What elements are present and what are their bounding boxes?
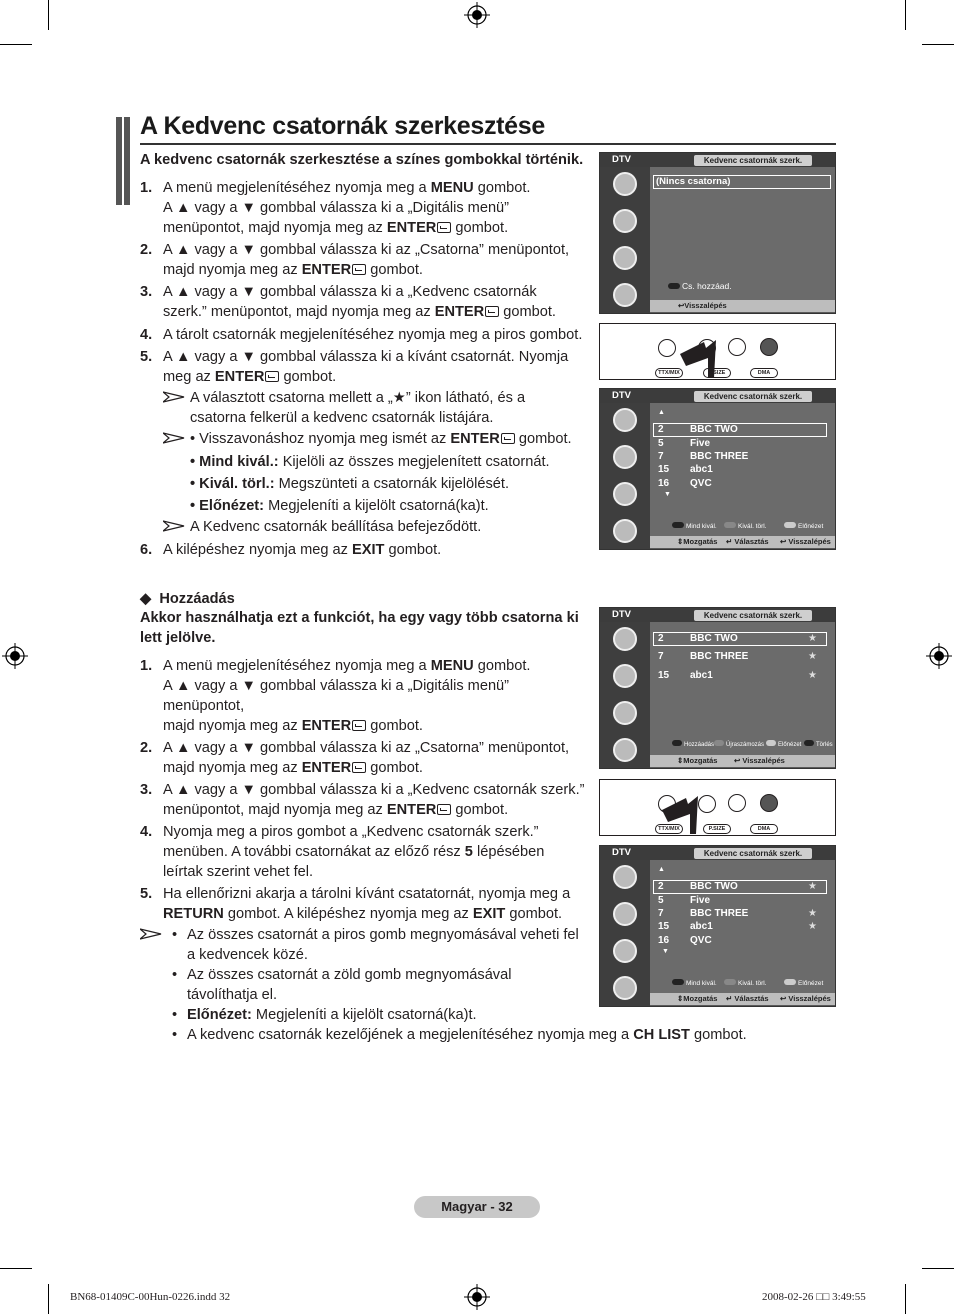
bullet-dot: • [172,927,178,943]
channel-name: abc1 [690,921,713,932]
channel-number: 16 [658,935,670,946]
footer-move: ⇕Mozgatás [677,756,718,765]
channel-number: 15 [658,670,670,681]
channel-name: Five [690,438,711,449]
bullet-dot: • [172,1007,178,1023]
channel-number: 2 [658,881,664,892]
channel-name: QVC [690,478,712,489]
updown-icon: ⇕ [677,756,684,765]
scroll-up-icon: ▲ [658,409,665,416]
section-heading: ◆ Hozzáadás [140,591,235,607]
step-text: menüpontot, majd nyomja meg az ENTER gombot. [163,220,509,236]
step-text: majd nyomja meg az ENTER gombot. [163,718,423,734]
step-number: 3. [140,782,153,798]
print-slug-date: 2008-02-26 □□ 3:49:55 [762,1291,866,1303]
step-text: A menü megjelenítéséhez nyomja meg a MENU gombot. [163,658,531,674]
screen-dtv-label: DTV [612,154,631,165]
no-channel-text: (Nincs csatorna) [656,176,731,187]
step-text: A tárolt csatornák megjelenítéséhez nyomja meg a piros gombot. [163,327,583,343]
note-arrow-icon [163,391,185,403]
step-number: 5. [140,886,153,902]
legend-preview: Előnézet [784,979,823,987]
title-accent-stripe [122,117,124,205]
channel-number: 15 [658,464,670,475]
screen-footer [650,993,835,1005]
green-button-icon [724,979,736,985]
legend-select-all: Mind kivál. [672,979,717,987]
screen-title-tab: Kedvenc csatornák szerk. [694,391,812,402]
channel-number: 2 [658,424,664,435]
step-number: 4. [140,824,153,840]
crop-mark [0,1268,32,1269]
yellow-button-icon [728,794,746,812]
red-button-icon [658,339,676,357]
screen-title-tab: Kedvenc csatornák szerk. [694,610,812,621]
green-button-icon [714,740,724,746]
picture-menu-icon [613,172,637,196]
sound-menu-icon [613,445,637,469]
legend-add: Cs. hozzáad. [668,281,732,291]
note-arrow-icon [163,432,185,444]
step-text: menüben. A további csatornákat az előző rész 5 lépésében [163,844,545,860]
channel-name: BBC THREE [690,651,749,662]
updown-icon: ⇕ [677,994,684,1003]
enter-icon: ↵ [726,994,733,1003]
return-icon: ↩ [678,301,685,310]
crop-mark [48,1284,49,1314]
step-text: majd nyomja meg az ENTER gombot. [163,760,423,776]
tv-screen-favourites [599,607,836,769]
channel-name: BBC TWO [690,424,738,435]
step-text: A kilépéshez nyomja meg az EXIT gombot. [163,542,442,558]
channel-number: 5 [658,438,664,449]
crop-mark [0,44,32,45]
favourite-star-icon: ★ [808,651,817,662]
tip-text: Az összes csatornát a zöld gomb megnyomásával [187,967,512,983]
screen-footer [650,536,835,548]
channel-number: 16 [658,478,670,489]
bullet-dot: • [172,1027,178,1043]
red-button-icon [668,283,680,289]
red-button-icon [672,522,684,528]
footer-move: ⇕Mozgatás [677,537,718,546]
scroll-down-icon: ▼ [664,491,671,498]
channel-menu-icon [613,939,637,963]
channel-name: BBC TWO [690,881,738,892]
setup-menu-icon [613,738,637,762]
enter-icon [352,762,366,773]
tip-text: Az összes csatornát a piros gomb megnyomásával veheti fel [187,927,579,943]
footer-back: ↩ Visszalépés [780,994,831,1003]
favourite-star-icon: ★ [808,908,817,919]
step-text: A ▲ vagy a ▼ gombbal válassza ki a „Kedvenc csatornák [163,284,537,300]
picture-menu-icon [613,408,637,432]
enter-icon [352,264,366,275]
intro-text: A kedvenc csatornák szerkesztése a színes gombokkal történik. [140,152,584,168]
crop-mark [905,1284,906,1314]
selection-highlight [653,423,827,437]
footer-back: ↩ Visszalépés [734,756,785,765]
remote-illustration [599,779,836,836]
title-rule [140,143,836,145]
return-icon: ↩ [734,756,741,765]
step-text: A ▲ vagy a ▼ gombbal válassza ki az „Csatorna” menüpontot, [163,242,570,258]
footer-back: ↩ Visszalépés [780,537,831,546]
tv-screen-channel-list-starred [599,845,836,1007]
channel-name: Five [690,895,711,906]
crop-mark [922,1268,954,1269]
registration-mark-icon [2,643,28,669]
step-text: meg az ENTER gombot. [163,369,337,385]
yellow-button-icon [766,740,776,746]
legend-add: Hozzáadás [672,740,714,748]
yellow-button-icon [784,979,796,985]
step-number: 1. [140,658,153,674]
diamond-icon: ◆ [140,591,152,607]
page-title: A Kedvenc csatornák szerkesztése [140,112,545,140]
screen-dtv-label: DTV [612,609,631,620]
footer-select: ↵ Választás [726,994,769,1003]
step-text: Ha ellenőrizni akarja a tárolni kívánt csatatornát, nyomja meg a [163,886,571,902]
sound-menu-icon [613,902,637,926]
remote-illustration [599,323,836,380]
screen-footer [650,755,835,767]
step-text: majd nyomja meg az ENTER gombot. [163,262,423,278]
psize-label: P.SIZE [703,824,731,834]
channel-name: abc1 [690,464,713,475]
setup-menu-icon [613,976,637,1000]
legend-reorder: Újraszámozás [714,740,764,748]
bullet-text: • Mind kivál.: Kijelöli az összes megjelenített csatornát. [190,454,550,470]
yellow-button-icon [728,338,746,356]
channel-menu-icon [613,701,637,725]
channel-name: BBC THREE [690,451,749,462]
step-number: 1. [140,180,153,196]
red-button-icon [672,979,684,985]
channel-number: 7 [658,651,664,662]
channel-name: QVC [690,935,712,946]
step-text: A ▲ vagy a ▼ gombbal válassza ki a „Digitális menü” [163,200,510,216]
tip-text: Előnézet: Megjeleníti a kijelölt csatorná(ka)t. [187,1007,477,1023]
screen-title-tab: Kedvenc csatornák szerk. [694,155,812,166]
tv-screen-channel-list [599,388,836,550]
picture-menu-icon [613,627,637,651]
tip-text: távolíthatja el. [187,987,278,1003]
channel-menu-icon [613,482,637,506]
note-arrow-icon [163,520,185,532]
legend-clear-select: Kivál. törl. [724,979,767,987]
legend-preview: Előnézet [784,522,823,530]
selection-highlight [653,632,827,646]
dma-label: DMA [750,368,778,378]
screen-title-tab: Kedvenc csatornák szerk. [694,848,812,859]
sound-menu-icon [613,664,637,688]
yellow-button-icon [784,522,796,528]
note-text: A Kedvenc csatornák beállítása befejeződött. [190,519,482,535]
footer-move: ⇕Mozgatás [677,994,718,1003]
step-number: 4. [140,327,153,343]
channel-number: 15 [658,921,670,932]
step-text: leírtak szerint vehet fel. [163,864,314,880]
favourite-star-icon: ★ [808,670,817,681]
crop-mark [922,44,954,45]
scroll-down-icon: ▼ [662,948,669,955]
step-number: 2. [140,242,153,258]
screen-dtv-label: DTV [612,390,631,401]
ttx-mix-label: TTX/MIX [655,368,683,378]
picture-menu-icon [613,865,637,889]
registration-mark-icon [926,643,952,669]
setup-menu-icon [613,519,637,543]
step-number: 3. [140,284,153,300]
section-lead: lett jelölve. [140,630,216,646]
blue-button-icon [760,338,778,356]
step-text: Nyomja meg a piros gombot a „Kedvenc csatornák szerk.” [163,824,539,840]
step-number: 5. [140,349,153,365]
note-arrow-icon [140,928,162,940]
legend-preview: Előnézet [766,740,801,748]
enter-icon [352,720,366,731]
channel-number: 2 [658,633,664,644]
section-lead: Akkor használhatja ezt a funkciót, ha egy vagy több csatorna ki [140,610,579,626]
enter-icon [437,222,451,233]
bullet-text: • Előnézet: Megjeleníti a kijelölt csatorná(ka)t. [190,498,489,514]
note-text: • Visszavonáshoz nyomja meg ismét az ENTER gombot. [190,431,572,447]
blue-button-icon [760,794,778,812]
scroll-up-icon: ▲ [658,866,665,873]
step-number: 6. [140,542,153,558]
print-slug-file: BN68-01409C-00Hun-0226.indd 32 [70,1291,231,1303]
step-text: menüpontot, majd nyomja meg az ENTER gombot. [163,802,509,818]
step-number: 2. [140,740,153,756]
note-text: csatorna felkerül a kedvenc csatornák listájára. [190,410,494,426]
tip-text: A kedvenc csatornák kezelőjének a megjelenítéséhez nyomja meg a CH LIST gombot. [187,1027,747,1043]
enter-icon [437,804,451,815]
enter-icon [485,306,499,317]
channel-number: 7 [658,908,664,919]
setup-menu-icon [613,283,637,307]
page-number-badge: Magyar - 32 [414,1196,540,1218]
step-text: A menü megjelenítéséhez nyomja meg a MENU gombot. [163,180,531,196]
channel-name: abc1 [690,670,713,681]
step-text: A ▲ vagy a ▼ gombbal válassza ki a „Kedvenc csatornák szerk.” [163,782,585,798]
enter-icon [501,433,515,444]
crop-mark [905,0,906,30]
step-text: RETURN gombot. A kilépéshez nyomja meg az EXIT gombot. [163,906,563,922]
red-button-icon [672,740,682,746]
return-icon: ↩ [780,537,787,546]
bullet-text: • Kivál. törl.: Megszünteti a csatornák kijelölését. [190,476,510,492]
legend-delete: Törlés [804,740,833,748]
tip-text: a kedvencek közé. [187,947,308,963]
psize-label: P.SIZE [703,368,731,378]
registration-mark-icon [464,1284,490,1310]
sound-menu-icon [613,209,637,233]
blue-button-icon [804,740,814,746]
step-text: szerk.” menüpontot, majd nyomja meg az ENTER gombot. [163,304,556,320]
footer-select: ↵ Választás [726,537,769,546]
crop-mark [48,0,49,30]
ttx-mix-label: TTX/MIX [655,824,683,834]
enter-icon [265,371,279,382]
screen-dtv-label: DTV [612,847,631,858]
enter-icon: ↵ [726,537,733,546]
updown-icon: ⇕ [677,537,684,546]
channel-number: 5 [658,895,664,906]
step-text: menüpontot, [163,698,245,714]
dma-label: DMA [750,824,778,834]
favourite-star-icon: ★ [808,921,817,932]
selection-highlight [653,880,827,894]
channel-menu-icon [613,246,637,270]
green-button-icon [724,522,736,528]
channel-name: BBC THREE [690,908,749,919]
favourite-star-icon: ★ [808,881,817,892]
channel-name: BBC TWO [690,633,738,644]
channel-number: 7 [658,451,664,462]
favourite-star-icon: ★ [808,633,817,644]
bullet-dot: • [172,967,178,983]
legend-clear-select: Kivál. törl. [724,522,767,530]
legend-select-all: Mind kivál. [672,522,717,530]
return-icon: ↩ [780,994,787,1003]
step-text: A ▲ vagy a ▼ gombbal válassza ki a „Digitális menü” [163,678,510,694]
screen-footer: ↩Visszalépés [650,300,835,312]
note-text: A választott csatorna mellett a „★” ikon látható, és a [190,390,526,406]
step-text: A ▲ vagy a ▼ gombbal válassza ki az „Csatorna” menüpontot, [163,740,570,756]
step-text: A ▲ vagy a ▼ gombbal válassza ki a kívánt csatornát. Nyomja [163,349,569,365]
registration-mark-icon [464,2,490,28]
tv-screen-empty [599,152,836,314]
